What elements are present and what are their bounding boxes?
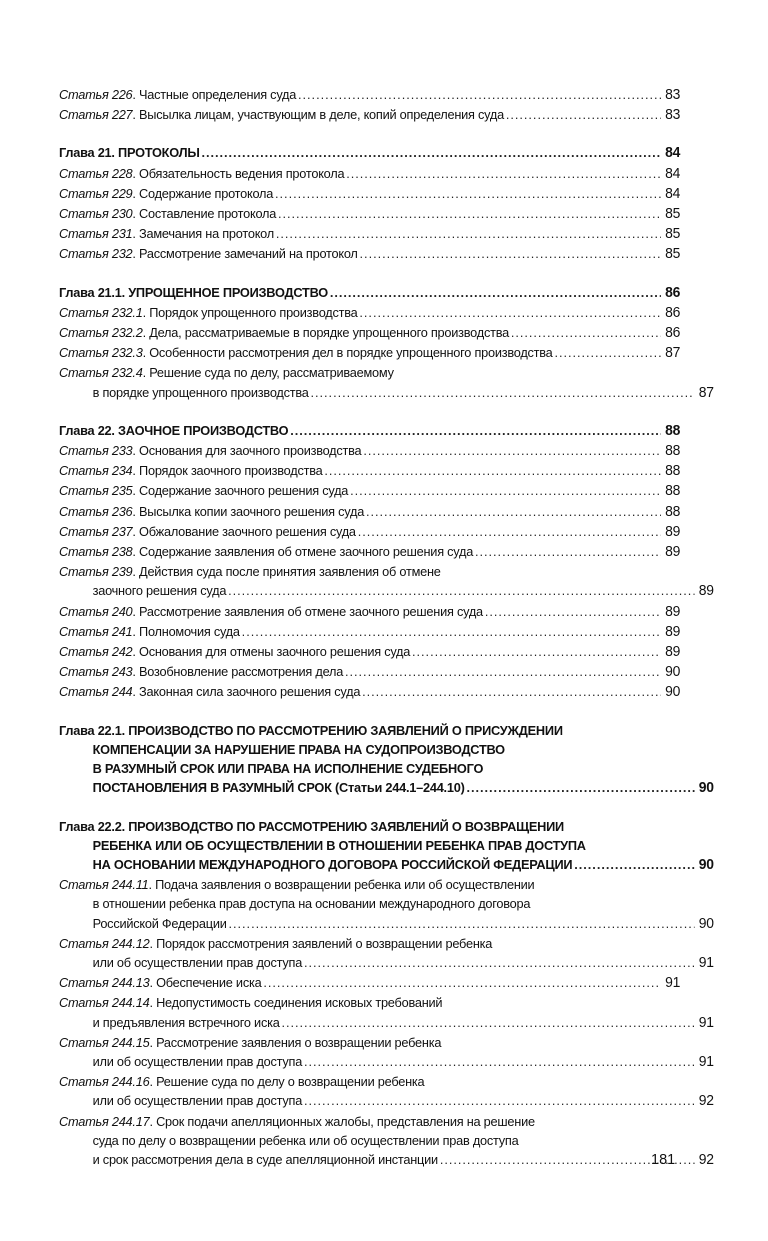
article-title: . Срок подачи апелляционных жалобы, представления на решение [149, 1113, 535, 1129]
page-ref: 86 [665, 304, 681, 321]
article-title-cont: или об осуществлении прав доступа [92, 954, 303, 970]
page-ref: 88 [665, 422, 681, 439]
dot-leader [506, 105, 661, 124]
dot-leader [366, 502, 661, 521]
page-ref: 84 [665, 145, 681, 162]
chapter-title: Глава 22. ЗАОЧНОЕ ПРОИЗВОДСТВО [59, 422, 289, 438]
article-title: . Обеспечение иска [149, 975, 262, 991]
article-label: Статья 242 [59, 644, 133, 660]
article-title: . Законная сила заочного решения суда [132, 684, 361, 700]
dot-leader [324, 461, 661, 480]
page-ref: 86 [665, 284, 681, 301]
toc-entry-241 [59, 622, 680, 642]
page-ref: 90 [665, 664, 681, 681]
article-label: Статья 239 [59, 564, 133, 580]
article-label: Статья 232 [59, 246, 133, 262]
dot-leader [278, 204, 661, 223]
page-ref: 85 [665, 246, 681, 263]
toc-chapter-22-2-line1: Глава 22.2. ПРОИЗВОДСТВО ПО РАССМОТРЕНИЮ ЗАЯВЛЕНИЙ О ВОЗВРАЩЕНИИ [59, 818, 564, 834]
toc-entry-232 [59, 244, 680, 264]
article-title: . Решение суда по делу, рассматриваемому [142, 365, 394, 381]
article-title: . Содержание протокола [132, 185, 274, 201]
article-title: . Недопустимость соединения исковых требований [149, 995, 443, 1011]
page-ref: 89 [665, 523, 681, 540]
dot-leader [290, 421, 661, 440]
article-label: Статья 235 [59, 483, 133, 499]
chapter-title: НА ОСНОВАНИИ МЕЖДУНАРОДНОГО ДОГОВОРА РОССИЙСКОЙ ФЕДЕРАЦИИ [92, 856, 573, 872]
dot-leader [275, 184, 661, 203]
page-ref: 88 [665, 483, 681, 500]
page-ref: 89 [698, 583, 714, 600]
page-ref: 91 [698, 954, 714, 971]
toc-entry-232-1 [59, 303, 680, 323]
toc-entry-244-17-cont2 [59, 1150, 714, 1170]
toc-entry-244-16-cont [59, 1091, 714, 1111]
article-title-cont: и предъявления встречного иска [92, 1014, 280, 1030]
article-title: . Обязательность ведения протокола [132, 165, 345, 181]
page-ref: 85 [665, 226, 681, 243]
toc-entry-235 [59, 481, 680, 501]
toc-entry-227 [59, 105, 680, 125]
toc-entry-243 [59, 662, 680, 682]
page-ref: 91 [665, 975, 681, 992]
article-label: Статья 244 [59, 684, 133, 700]
article-label: Статья 244.14 [59, 995, 150, 1011]
page-ref: 89 [665, 603, 681, 620]
dot-leader [467, 778, 695, 797]
dot-leader [304, 953, 695, 972]
toc-entry-244-13 [59, 973, 680, 993]
page-ref: 87 [665, 345, 681, 362]
article-title: . Содержание заочного решения суда [132, 483, 349, 499]
article-title: . Составление протокола [132, 206, 277, 222]
toc-entry-244-17-cont1: суда по делу о возвращении ребенка или об осуществлении прав доступа [92, 1132, 519, 1148]
article-label: Статья 238 [59, 544, 133, 560]
article-label: Статья 227 [59, 107, 133, 123]
article-title: . Особенности рассмотрения дел в порядке упрощенного производства [142, 345, 553, 361]
toc-entry-244 [59, 682, 680, 702]
article-label: Статья 233 [59, 443, 133, 459]
page-ref: 90 [665, 684, 681, 701]
dot-leader [304, 1091, 695, 1110]
article-title: . Возобновление рассмотрения дела [132, 664, 344, 680]
article-title: . Высылка копии заочного решения суда [132, 503, 365, 519]
toc-entry-238 [59, 542, 680, 562]
dot-leader [485, 602, 661, 621]
toc-entry-237 [59, 522, 680, 542]
toc-entry-244-15-cont [59, 1052, 714, 1072]
article-label: Статья 228 [59, 165, 133, 181]
dot-leader [360, 244, 661, 263]
article-title: . Высылка лицам, участвующим в деле, копий определения суда [132, 107, 504, 123]
page-ref: 89 [665, 644, 681, 661]
article-title-cont: или об осуществлении прав доступа [92, 1093, 303, 1109]
dot-leader [298, 85, 661, 104]
page-ref: 91 [698, 1014, 714, 1031]
article-title: . Основания для отмены заочного решения суда [132, 644, 411, 660]
dot-leader [263, 973, 661, 992]
toc-entry-244-15 [59, 1033, 655, 1052]
dot-leader [359, 303, 661, 322]
toc-chapter-22-1 [59, 778, 714, 798]
toc-entry-244-11-cont2 [59, 914, 714, 934]
toc-entry-232-4-cont [59, 383, 714, 403]
article-title-cont: и срок рассмотрения дела в суде апелляционной инстанции [92, 1151, 438, 1167]
article-title: . Частные определения суда [132, 87, 297, 102]
article-label: Статья 230 [59, 206, 133, 222]
toc-chapter-22-1-line3: В РАЗУМНЫЙ СРОК ИЛИ ПРАВА НА ИСПОЛНЕНИЕ СУДЕБНОГО [92, 761, 484, 777]
toc-entry-239-cont [59, 581, 714, 601]
article-label: Статья 244.13 [59, 975, 150, 991]
dot-leader [574, 855, 694, 874]
article-label: Статья 243 [59, 664, 133, 680]
dot-leader [350, 481, 661, 500]
toc-entry-234 [59, 461, 680, 481]
dot-leader [242, 622, 661, 641]
toc-entry-244-12-cont [59, 953, 714, 973]
article-label: Статья 226 [59, 87, 133, 102]
toc-entry-244-11 [59, 875, 655, 894]
dot-leader [229, 914, 695, 933]
dot-leader [330, 283, 661, 302]
toc-entry-231 [59, 224, 680, 244]
article-title: . Решение суда по делу о возвращении ребенка [149, 1074, 425, 1090]
article-title: . Рассмотрение заявления о возвращении ребенка [149, 1034, 442, 1050]
article-title: . Рассмотрение заявления об отмене заочного решения суда [132, 603, 483, 619]
article-title: . Рассмотрение замечаний на протокол [132, 246, 358, 262]
page-ref: 83 [665, 107, 681, 124]
article-label: Статья 232.1 [59, 304, 143, 320]
toc-chapter-22-1-line1: Глава 22.1. ПРОИЗВОДСТВО ПО РАССМОТРЕНИЮ ЗАЯВЛЕНИЙ О ПРИСУЖДЕНИИ [59, 722, 563, 738]
toc-entry-244-16 [59, 1072, 655, 1091]
article-label: Статья 232.3 [59, 345, 143, 361]
page-ref: 92 [698, 1093, 714, 1110]
article-label: Статья 241 [59, 623, 133, 639]
toc-entry-230 [59, 204, 680, 224]
dot-leader [311, 383, 695, 402]
page-ref: 89 [665, 544, 681, 561]
toc-entry-236 [59, 502, 680, 522]
article-title: . Полномочия суда [132, 623, 240, 639]
page-ref: 88 [665, 503, 681, 520]
toc-chapter-22 [59, 421, 680, 441]
article-title: . Порядок заочного производства [132, 463, 323, 479]
chapter-title: Глава 21.1. УПРОЩЕННОЕ ПРОИЗВОДСТВО [59, 284, 328, 300]
article-title-cont: Российской Федерации [92, 915, 227, 931]
toc-entry-244-17 [59, 1112, 655, 1131]
toc-entry-244-14-cont [59, 1013, 714, 1033]
toc-entry-240 [59, 602, 680, 622]
toc-chapter-21-1 [59, 283, 680, 303]
article-title: . Порядок рассмотрения заявлений о возвращении ребенка [149, 935, 493, 951]
dot-leader [304, 1052, 695, 1071]
toc-chapter-22-1-line2: КОМПЕНСАЦИИ ЗА НАРУШЕНИЕ ПРАВА НА СУДОПРОИЗВОДСТВО [92, 741, 505, 757]
toc-chapter-22-2-line2: РЕБЕНКА ИЛИ ОБ ОСУЩЕСТВЛЕНИИ В ОТНОШЕНИИ РЕБЕНКА ПРАВ ДОСТУПА [92, 837, 586, 853]
toc-chapter-21 [59, 143, 680, 163]
toc-entry-226 [59, 85, 680, 105]
dot-leader [202, 143, 661, 162]
article-label: Статья 244.15 [59, 1034, 150, 1050]
chapter-title: Глава 21. ПРОТОКОЛЫ [59, 145, 200, 161]
article-label: Статья 244.16 [59, 1074, 150, 1090]
page-ref: 91 [698, 1053, 714, 1070]
toc-entry-244-11-cont1: в отношении ребенка прав доступа на основании международного договора [92, 896, 531, 912]
article-title: . Обжалование заочного решения суда [132, 523, 356, 539]
dot-leader [345, 662, 661, 681]
article-title-cont: или об осуществлении прав доступа [92, 1053, 303, 1069]
article-title: . Содержание заявления об отмене заочного решения суда [132, 544, 474, 560]
dot-leader [412, 642, 661, 661]
article-title: . Замечания на протокол [132, 226, 274, 242]
article-title: . Дела, рассматриваемые в порядке упрощенного производства [142, 325, 509, 341]
table-of-contents [59, 85, 714, 1170]
dot-leader [362, 682, 661, 701]
article-label: Статья 232.2 [59, 325, 143, 341]
toc-chapter-22-2 [59, 855, 714, 875]
article-label: Статья 234 [59, 463, 133, 479]
article-title: . Действия суда после принятия заявления об отмене [132, 564, 441, 580]
toc-entry-244-12 [59, 934, 655, 953]
dot-leader [346, 164, 661, 183]
page-number: 181 [651, 1152, 676, 1168]
toc-entry-232-2 [59, 323, 680, 343]
article-label: Статья 237 [59, 523, 133, 539]
article-label: Статья 244.12 [59, 935, 150, 951]
toc-entry-229 [59, 184, 680, 204]
article-label: Статья 229 [59, 185, 133, 201]
dot-leader [282, 1013, 695, 1032]
article-label: Статья 236 [59, 503, 133, 519]
toc-entry-232-3 [59, 343, 680, 363]
article-label: Статья 232.4 [59, 365, 143, 381]
page-ref: 88 [665, 463, 681, 480]
page-ref: 84 [665, 165, 681, 182]
article-title: . Подача заявления о возвращении ребенка или об осуществлении [148, 877, 535, 893]
dot-leader [363, 441, 661, 460]
toc-entry-239 [59, 562, 655, 581]
article-label: Статья 244.11 [59, 877, 149, 893]
article-label: Статья 240 [59, 603, 133, 619]
page-ref: 86 [665, 325, 681, 342]
dot-leader [511, 323, 661, 342]
toc-entry-233 [59, 441, 680, 461]
page-ref: 83 [665, 87, 681, 103]
article-label: Статья 244.17 [59, 1113, 150, 1129]
dot-leader [228, 581, 694, 600]
article-title: . Порядок упрощенного производства [142, 304, 358, 320]
dot-leader [554, 343, 661, 362]
page-ref: 89 [665, 623, 681, 640]
page-ref: 85 [665, 206, 681, 223]
page-ref: 88 [665, 443, 681, 460]
page-ref: 92 [698, 1151, 714, 1168]
article-label: Статья 231 [59, 226, 133, 242]
article-title-cont: в порядке упрощенного производства [92, 384, 309, 400]
toc-entry-242 [59, 642, 680, 662]
toc-entry-232-4 [59, 363, 655, 382]
toc-entry-228 [59, 164, 680, 184]
dot-leader [276, 224, 661, 243]
dot-leader [358, 522, 661, 541]
article-title: . Основания для заочного производства [132, 443, 362, 459]
page-ref: 84 [665, 185, 681, 202]
dot-leader [475, 542, 661, 561]
page-ref: 90 [698, 915, 714, 932]
chapter-title: ПОСТАНОВЛЕНИЯ В РАЗУМНЫЙ СРОК (Статьи 244.1–244.10) [92, 780, 465, 796]
page-ref: 90 [698, 856, 714, 873]
page-ref: 90 [698, 780, 714, 797]
page-ref: 87 [698, 384, 714, 401]
article-title-cont: заочного решения суда [92, 583, 227, 599]
toc-entry-244-14 [59, 993, 655, 1012]
